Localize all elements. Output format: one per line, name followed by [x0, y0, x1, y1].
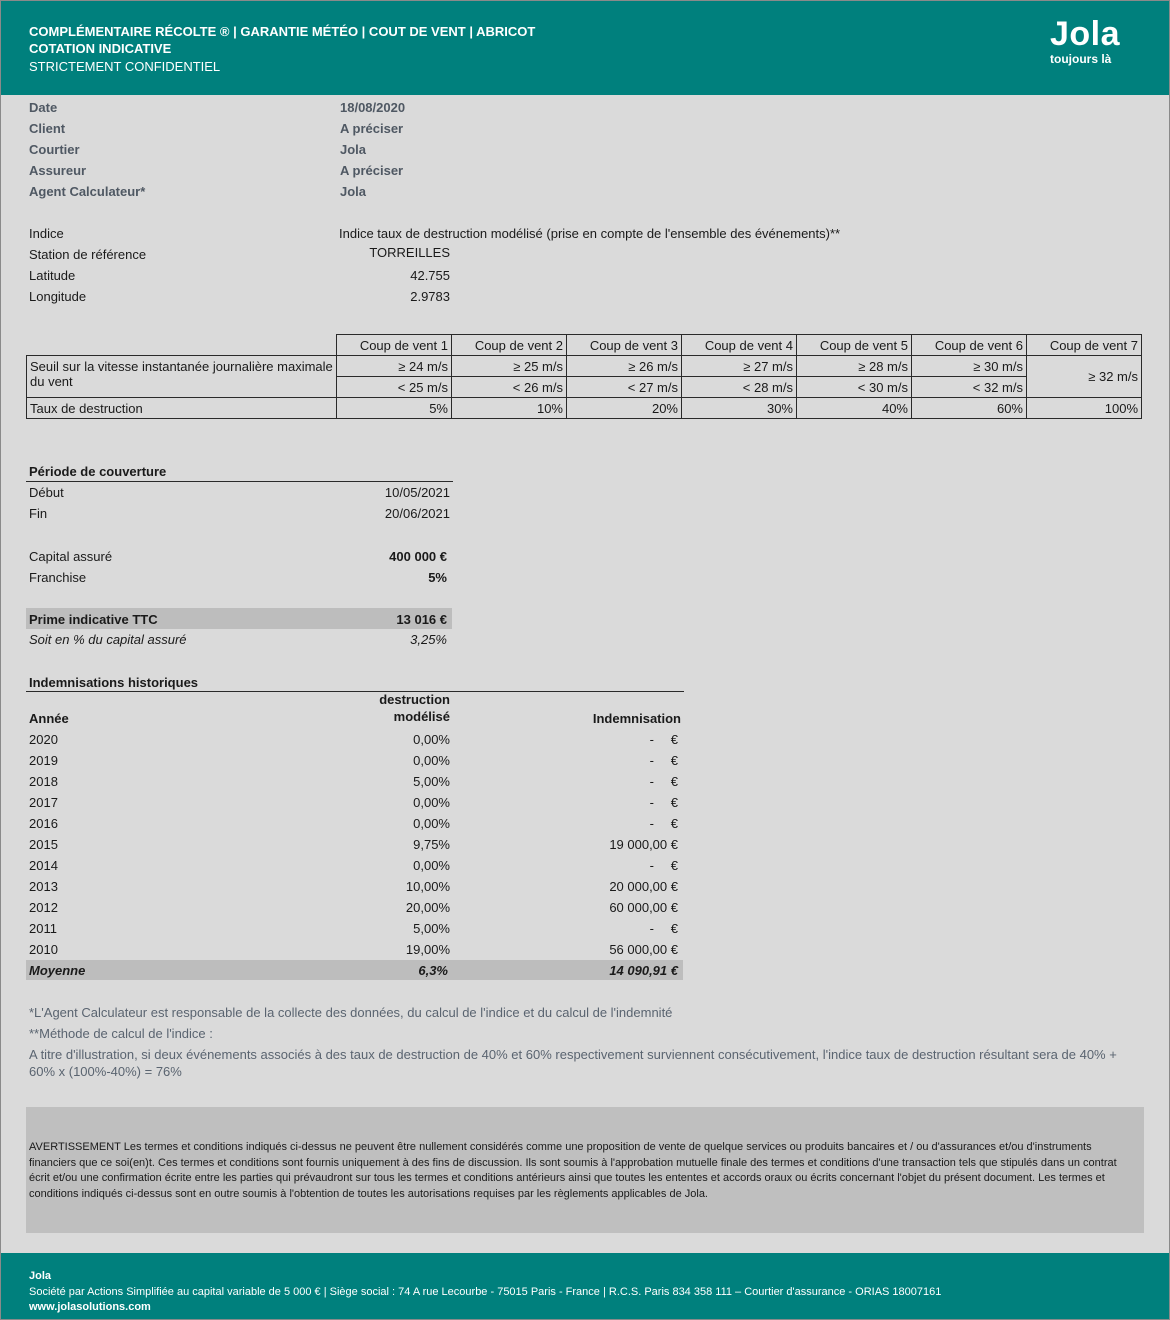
- history-year: 2017: [29, 795, 58, 810]
- indice-value: Indice taux de destruction modélisé (prise en compte de l'ensemble des événements)**: [339, 226, 841, 241]
- capital-label: Capital assuré: [29, 549, 113, 564]
- history-rate: 0,00%: [413, 795, 450, 810]
- col-year-header: Année: [29, 711, 69, 726]
- footer-banner: [1, 1253, 1169, 1319]
- history-rate: 19,00%: [405, 942, 450, 957]
- history-title: Indemnisations historiques: [29, 675, 199, 690]
- history-currency: €: [670, 753, 678, 768]
- history-rate: 20,00%: [405, 900, 450, 915]
- franchise-label: Franchise: [29, 570, 87, 585]
- table-corner: [27, 335, 337, 356]
- capital-value: 400 000 €: [389, 549, 447, 564]
- latitude-value: 42.755: [410, 268, 450, 283]
- table-header-cell: Coup de vent 6: [912, 335, 1027, 356]
- table-cell: ≥ 26 m/s: [567, 356, 682, 377]
- table-cell: ≥ 27 m/s: [682, 356, 797, 377]
- coverage-title: Période de couverture: [29, 464, 167, 479]
- history-year: 2019: [29, 753, 58, 768]
- footer-legal: Société par Actions Simplifiée au capital variable de 5 000 € | Siège social : 74 A rue Lecourbe - 75015 Paris - France | R.C.S. Paris 834 358 111 – Courtier d'assurance - ORIAS 18007161: [29, 1286, 942, 1298]
- table-cell: ≥ 32 m/s: [1027, 356, 1142, 398]
- history-amount: -: [649, 732, 654, 747]
- table-cell: 100%: [1027, 398, 1142, 419]
- end-label: Fin: [29, 506, 48, 521]
- history-amount: 19 000,00 €: [609, 837, 678, 852]
- history-amount: -: [649, 753, 654, 768]
- history-amount: -: [649, 774, 654, 789]
- table-cell: 40%: [797, 398, 912, 419]
- note-method-title: **Méthode de calcul de l'indice :: [29, 1026, 213, 1041]
- history-currency: €: [670, 921, 678, 936]
- history-year: 2014: [29, 858, 58, 873]
- table-cell: 5%: [337, 398, 452, 419]
- history-rate: 9,75%: [413, 837, 450, 852]
- coverage-divider: [26, 481, 453, 482]
- history-amount: 20 000,00 €: [609, 879, 678, 894]
- wind-threshold-table: [26, 334, 1142, 419]
- table-cell: < 27 m/s: [567, 377, 682, 398]
- history-currency: €: [670, 816, 678, 831]
- disclaimer-text: AVERTISSEMENT Les termes et conditions indiqués ci-dessus ne peuvent être nullement considérés comme une proposition de vente de quelque services ou produits bancaires et / ou d'assurances et/ou d'instruments financiers que ce soi(en)t. Ces termes et conditions sont fournis uniquement à des fins de discussion. Ils sont soumis à l'approbation mutuelle finale des termes et conditions d'une transaction tels que stipulés dans un contrat écrit et/ou une confirmation écrite entre les parties qui prévaudront sur tous les termes et conditions antérieurs ainsi que toutes les ententes et accords oraux ou écrits concernant l'objet du présent document. Les termes et conditions indiqués ci-dessus sont en outre soumis à l'obtention de toutes les autorisations requises par les règlements applicables de Jola.: [29, 1141, 1117, 1200]
- history-rate: 5,00%: [413, 921, 450, 936]
- pct-label: Soit en % du capital assuré: [29, 632, 187, 647]
- history-year: 2012: [29, 900, 58, 915]
- history-amount: -: [649, 858, 654, 873]
- table-header-row: [27, 335, 1142, 356]
- table-header-cell: Coup de vent 5: [797, 335, 912, 356]
- table-header-cell: Coup de vent 4: [682, 335, 797, 356]
- table-header-cell: Coup de vent 3: [567, 335, 682, 356]
- table-cell: < 32 m/s: [912, 377, 1027, 398]
- table-cell: 10%: [452, 398, 567, 419]
- prime-value: 13 016 €: [396, 612, 447, 627]
- table-cell: 30%: [682, 398, 797, 419]
- rate-label: Taux de destruction: [27, 398, 337, 419]
- note-method-example: A titre d'illustration, si deux événements associés à des taux de destruction de 40% et 60% respectivement surviennent consécutivement, l'indice taux de destruction résultant sera de 40% + 60% x (100%-40%) = 76%: [29, 1047, 1117, 1079]
- end-value: 20/06/2021: [384, 506, 450, 521]
- table-cell: ≥ 24 m/s: [337, 356, 452, 377]
- history-year: 2010: [29, 942, 58, 957]
- table-header-cell: Coup de vent 2: [452, 335, 567, 356]
- table-cell: ≥ 30 m/s: [912, 356, 1027, 377]
- average-label: Moyenne: [29, 963, 86, 978]
- pct-value: 3,25%: [410, 632, 447, 647]
- table-cell: < 28 m/s: [682, 377, 797, 398]
- col-destruction-header-2: modélisé: [393, 709, 450, 724]
- document-subtitle: COTATION INDICATIVE: [29, 41, 172, 56]
- franchise-value: 5%: [428, 570, 447, 585]
- assureur-label: Assureur: [29, 163, 87, 178]
- agent-label: Agent Calculateur*: [29, 184, 146, 199]
- history-rate: 0,00%: [413, 753, 450, 768]
- table-row: [27, 356, 1142, 377]
- agent-value: Jola: [340, 184, 367, 199]
- logo-wordmark: Jola: [1050, 15, 1121, 53]
- table-cell: 20%: [567, 398, 682, 419]
- table-cell: < 26 m/s: [452, 377, 567, 398]
- history-year: 2018: [29, 774, 58, 789]
- latitude-label: Latitude: [29, 268, 76, 283]
- history-amount: -: [649, 795, 654, 810]
- history-rate: 0,00%: [413, 858, 450, 873]
- table-row: [27, 398, 1142, 419]
- table-header-cell: Coup de vent 1: [337, 335, 452, 356]
- history-rate: 0,00%: [413, 732, 450, 747]
- history-year: 2016: [29, 816, 58, 831]
- table-cell: ≥ 28 m/s: [797, 356, 912, 377]
- table-header-cell: Coup de vent 7: [1027, 335, 1142, 356]
- history-amount: 56 000,00 €: [609, 942, 678, 957]
- history-year: 2020: [29, 732, 58, 747]
- date-label: Date: [29, 100, 58, 115]
- col-indemnity-header: Indemnisation: [592, 711, 681, 726]
- courtier-value: Jola: [340, 142, 367, 157]
- average-rate: 6,3%: [418, 963, 448, 978]
- threshold-label: Seuil sur la vitesse instantanée journalière maximale du vent: [27, 356, 337, 398]
- indice-label: Indice: [29, 226, 64, 241]
- table-cell: ≥ 25 m/s: [452, 356, 567, 377]
- logo-tagline: toujours là: [1050, 52, 1112, 66]
- prime-label: Prime indicative TTC: [29, 612, 158, 627]
- station-value: TORREILLES: [369, 245, 450, 260]
- client-label: Client: [29, 121, 66, 136]
- history-currency: €: [670, 795, 678, 810]
- table-cell: < 25 m/s: [337, 377, 452, 398]
- jola-logo: [1050, 17, 1120, 65]
- header-banner: [1, 1, 1169, 95]
- courtier-label: Courtier: [29, 142, 80, 157]
- assureur-value: A préciser: [340, 163, 404, 178]
- history-year: 2015: [29, 837, 58, 852]
- footer-company: Jola: [29, 1270, 52, 1282]
- history-rate: 5,00%: [413, 774, 450, 789]
- history-year: 2013: [29, 879, 58, 894]
- station-label: Station de référence: [29, 247, 147, 262]
- history-amount: 60 000,00 €: [609, 900, 678, 915]
- footer-website-link[interactable]: www.jolasolutions.com: [29, 1301, 151, 1313]
- history-year: 2011: [29, 921, 57, 936]
- disclaimer-box: [26, 1107, 1144, 1233]
- history-rate: 10,00%: [405, 879, 450, 894]
- start-value: 10/05/2021: [384, 485, 450, 500]
- table-cell: < 30 m/s: [797, 377, 912, 398]
- history-currency: €: [670, 732, 678, 747]
- longitude-label: Longitude: [29, 289, 87, 304]
- table-cell: 60%: [912, 398, 1027, 419]
- date-value: 18/08/2020: [340, 100, 406, 115]
- longitude-value: 2.9783: [410, 289, 450, 304]
- history-amount: -: [649, 816, 654, 831]
- note-agent: *L'Agent Calculateur est responsable de la collecte des données, du calcul de l'indice et du calcul de l'indemnité: [29, 1005, 673, 1020]
- history-amount: -: [649, 921, 654, 936]
- history-currency: €: [670, 858, 678, 873]
- history-rate: 0,00%: [413, 816, 450, 831]
- confidentiality-label: STRICTEMENT CONFIDENTIEL: [29, 59, 221, 74]
- document-title: COMPLÉMENTAIRE RÉCOLTE ® | GARANTIE MÉTÉO | COUT DE VENT | ABRICOT: [29, 24, 536, 39]
- start-label: Début: [29, 485, 64, 500]
- client-value: A préciser: [340, 121, 404, 136]
- average-amount: 14 090,91 €: [609, 963, 678, 978]
- history-currency: €: [670, 774, 678, 789]
- col-destruction-header: destruction: [379, 692, 450, 707]
